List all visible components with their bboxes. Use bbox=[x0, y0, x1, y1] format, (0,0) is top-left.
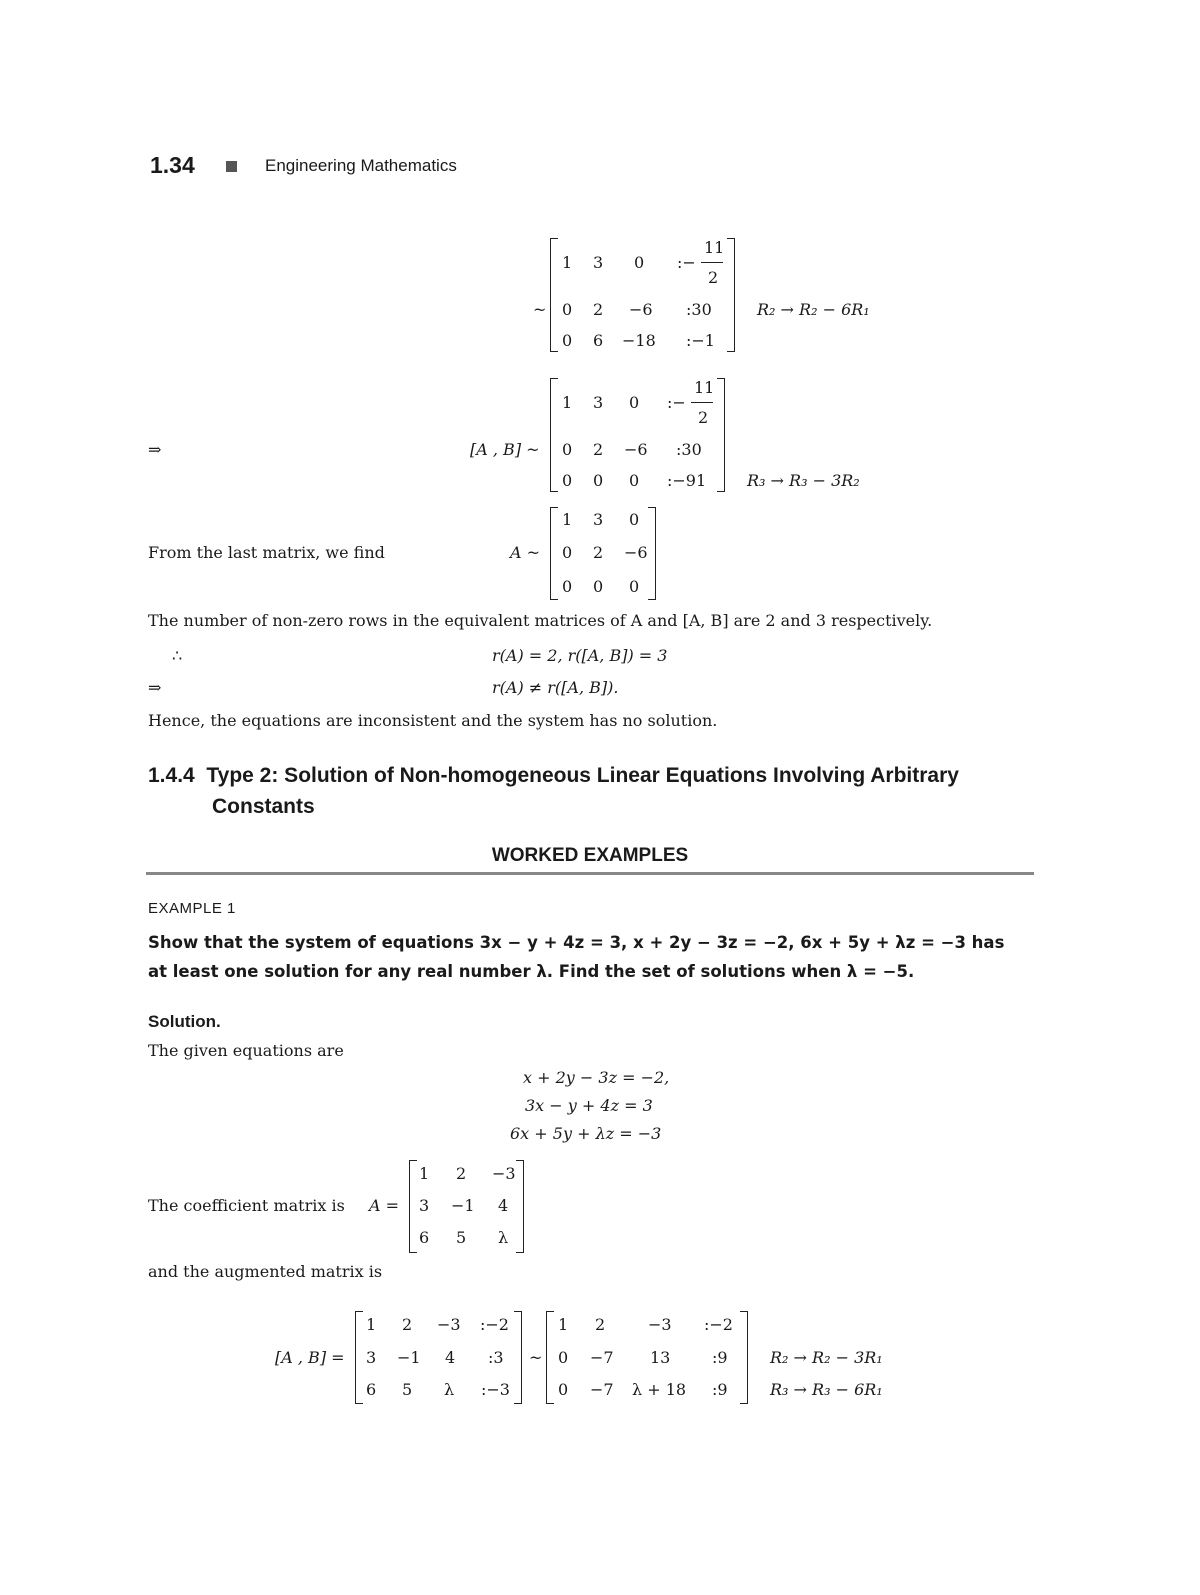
problem-line: Show that the system of equations 3x − y + 4z = 3, x + 2y − 3z = −2, 6x + 5y + λz = −3 has bbox=[148, 933, 1005, 952]
matrix-cell: −7 bbox=[590, 1380, 614, 1399]
fraction-denominator: 2 bbox=[698, 408, 709, 427]
matrix-cell: 3 bbox=[366, 1348, 377, 1367]
matrix-cell: :−1 bbox=[686, 331, 715, 350]
matrix-cell: 1 bbox=[562, 253, 573, 272]
matrix-cell: 2 bbox=[595, 1315, 606, 1334]
matrix-cell: −3 bbox=[437, 1315, 461, 1334]
matrix-cell: 2 bbox=[456, 1164, 467, 1183]
matrix-cell: 13 bbox=[650, 1348, 671, 1367]
matrix-cell: 0 bbox=[593, 471, 604, 490]
matrix-cell: :30 bbox=[676, 440, 702, 459]
matrix-cell: −1 bbox=[451, 1196, 475, 1215]
row-operation: R₃ → R₃ − 3R₂ bbox=[747, 471, 860, 490]
matrix-label: A ~ bbox=[510, 543, 541, 562]
matrix-cell: 3 bbox=[593, 393, 604, 412]
equation: 3x − y + 4z = 3 bbox=[525, 1096, 653, 1115]
matrix-cell: :−2 bbox=[704, 1315, 733, 1334]
fraction-numerator: 11 bbox=[704, 238, 725, 257]
matrix-cell: 3 bbox=[593, 510, 604, 529]
matrix-cell: 0 bbox=[634, 253, 645, 272]
equation: 6x + 5y + λz = −3 bbox=[510, 1124, 662, 1143]
matrix-cell: −3 bbox=[492, 1164, 516, 1183]
example-label: EXAMPLE 1 bbox=[148, 900, 236, 917]
matrix-cell: −7 bbox=[590, 1348, 614, 1367]
matrix-cell: 1 bbox=[366, 1315, 377, 1334]
tilde: ~ bbox=[533, 300, 547, 319]
matrix-cell: 3 bbox=[593, 253, 604, 272]
right-bracket bbox=[516, 1160, 524, 1253]
matrix-cell: 5 bbox=[456, 1228, 467, 1247]
section-number: 1.4.4 bbox=[148, 764, 195, 787]
matrix-cell: 0 bbox=[558, 1348, 569, 1367]
matrix-cell: 4 bbox=[445, 1348, 456, 1367]
matrix-cell: :− bbox=[677, 253, 696, 272]
right-bracket bbox=[727, 238, 735, 352]
left-bracket bbox=[550, 378, 558, 492]
matrix-cell: :−2 bbox=[480, 1315, 509, 1334]
matrix-cell: :9 bbox=[712, 1348, 728, 1367]
matrix-label: [A , B] ~ bbox=[470, 440, 540, 459]
right-bracket bbox=[717, 378, 725, 492]
matrix-cell: :−91 bbox=[667, 471, 707, 490]
matrix-cell: 0 bbox=[562, 300, 573, 319]
matrix-cell: 2 bbox=[593, 543, 604, 562]
matrix-cell: :−3 bbox=[481, 1380, 510, 1399]
matrix-cell: 0 bbox=[629, 471, 640, 490]
right-bracket bbox=[740, 1311, 748, 1404]
left-bracket bbox=[409, 1160, 417, 1253]
matrix-cell: :− bbox=[667, 393, 686, 412]
matrix-cell: −6 bbox=[624, 440, 648, 459]
matrix-cell: 0 bbox=[593, 577, 604, 596]
matrix-cell: 6 bbox=[366, 1380, 377, 1399]
problem-line: at least one solution for any real number λ. Find the set of solutions when λ = −5. bbox=[148, 962, 915, 981]
divider bbox=[146, 872, 1034, 875]
matrix-cell: 0 bbox=[629, 510, 640, 529]
page-number: 1.34 bbox=[150, 152, 195, 178]
matrix-cell: 6 bbox=[593, 331, 604, 350]
matrix-cell: 0 bbox=[562, 440, 573, 459]
matrix-cell: 1 bbox=[558, 1315, 569, 1334]
matrix-cell: :9 bbox=[712, 1380, 728, 1399]
matrix-cell: 1 bbox=[562, 510, 573, 529]
matrix-cell: 6 bbox=[419, 1228, 430, 1247]
matrix-cell: 0 bbox=[562, 471, 573, 490]
matrix-cell: 0 bbox=[562, 543, 573, 562]
worked-examples-title: WORKED EXAMPLES bbox=[491, 845, 689, 866]
matrix-cell: 0 bbox=[629, 393, 640, 412]
right-bracket bbox=[514, 1311, 522, 1404]
matrix-cell: −6 bbox=[624, 543, 648, 562]
coef-lead: The coefficient matrix is bbox=[148, 1196, 345, 1215]
matrix-cell: 2 bbox=[593, 440, 604, 459]
matrix-cell: −3 bbox=[648, 1315, 672, 1334]
matrix-cell: λ + 18 bbox=[632, 1380, 687, 1399]
rank-equation: r(A) = 2, r([A, B]) = 3 bbox=[492, 646, 668, 665]
matrix-cell: λ bbox=[498, 1228, 509, 1247]
section-heading bbox=[148, 760, 959, 822]
row-operation: R₂ → R₂ − 3R₁ bbox=[770, 1348, 883, 1367]
fraction-denominator: 2 bbox=[708, 268, 719, 287]
matrix-cell: :30 bbox=[686, 300, 712, 319]
matrix-cell: 0 bbox=[629, 577, 640, 596]
matrix-label: A = bbox=[369, 1196, 400, 1215]
matrix-cell: 2 bbox=[593, 300, 604, 319]
fraction-numerator: 11 bbox=[694, 378, 715, 397]
given-text: The given equations are bbox=[148, 1041, 344, 1060]
lead-text: From the last matrix, we find bbox=[148, 543, 385, 562]
matrix-cell: −18 bbox=[622, 331, 656, 350]
square-bullet-icon bbox=[226, 161, 237, 172]
matrix-cell: −6 bbox=[629, 300, 653, 319]
matrix-cell: :3 bbox=[488, 1348, 504, 1367]
solution-label: Solution. bbox=[148, 1012, 221, 1031]
matrix-cell: λ bbox=[444, 1380, 455, 1399]
matrix-cell: 0 bbox=[562, 331, 573, 350]
left-bracket bbox=[550, 507, 558, 600]
section-title-line1: Type 2: Solution of Non-homogeneous Linear Equations Involving Arbitrary bbox=[206, 764, 959, 787]
matrix-cell: 1 bbox=[419, 1164, 430, 1183]
matrix-cell: 1 bbox=[562, 393, 573, 412]
problem-statement bbox=[148, 928, 1038, 986]
nonzero-rows-text: The number of non-zero rows in the equivalent matrices of A and [A, B] are 2 and 3 respectively. bbox=[148, 611, 933, 630]
conclusion-text: Hence, the equations are inconsistent and the system has no solution. bbox=[148, 711, 718, 730]
implies-symbol: ⇒ bbox=[148, 678, 162, 697]
left-bracket bbox=[355, 1311, 363, 1404]
right-bracket bbox=[648, 507, 656, 600]
left-bracket bbox=[546, 1311, 554, 1404]
left-bracket bbox=[550, 238, 558, 352]
matrix-label: [A , B] = bbox=[275, 1348, 345, 1367]
therefore-symbol: ∴ bbox=[172, 646, 183, 665]
matrix-cell: −1 bbox=[397, 1348, 421, 1367]
matrix-cell: 3 bbox=[419, 1196, 430, 1215]
matrix-cell: 5 bbox=[402, 1380, 413, 1399]
equation: x + 2y − 3z = −2, bbox=[523, 1068, 670, 1087]
running-title: Engineering Mathematics bbox=[265, 156, 457, 175]
tilde: ~ bbox=[529, 1348, 543, 1367]
matrix-cell: 0 bbox=[562, 577, 573, 596]
matrix-cell: 2 bbox=[402, 1315, 413, 1334]
row-operation: R₂ → R₂ − 6R₁ bbox=[757, 300, 870, 319]
row-operation: R₃ → R₃ − 6R₁ bbox=[770, 1380, 883, 1399]
aug-lead: and the augmented matrix is bbox=[148, 1262, 383, 1281]
fraction-bar bbox=[701, 262, 723, 263]
fraction-bar bbox=[691, 402, 713, 403]
implies-symbol: ⇒ bbox=[148, 440, 162, 459]
matrix-cell: 4 bbox=[498, 1196, 509, 1215]
rank-inequality: r(A) ≠ r([A, B]). bbox=[492, 678, 619, 697]
matrix-cell: 0 bbox=[558, 1380, 569, 1399]
section-title-line2: Constants bbox=[212, 795, 315, 818]
